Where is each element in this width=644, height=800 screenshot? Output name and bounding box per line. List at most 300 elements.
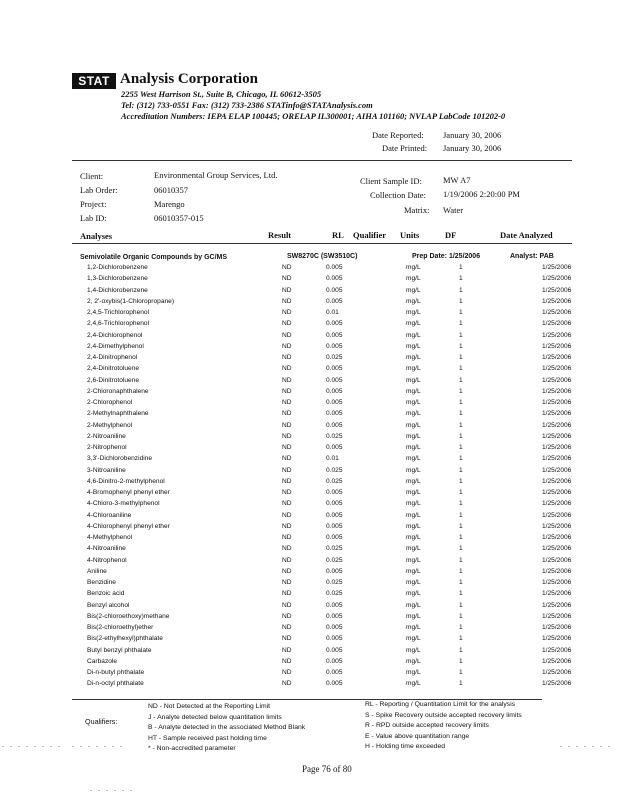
date-analyzed: 1/25/2006 xyxy=(542,669,572,676)
lab-id-label: Lab ID: xyxy=(80,213,107,223)
units-value: mg/L xyxy=(406,489,421,496)
table-row xyxy=(72,343,572,354)
table-row xyxy=(72,613,572,624)
units-value: mg/L xyxy=(406,331,421,339)
reporting-limit: 0.005 xyxy=(326,500,343,508)
units-value: mg/L xyxy=(406,612,421,620)
date-analyzed: 1/25/2006 xyxy=(542,567,572,575)
result-value: ND xyxy=(282,387,292,395)
result-value: ND xyxy=(282,264,292,271)
table-row xyxy=(72,489,572,500)
reporting-limit: 0.025 xyxy=(326,477,343,485)
table-row xyxy=(72,399,572,410)
reporting-limit: 0.005 xyxy=(326,534,343,541)
dilution-factor: 1 xyxy=(459,410,463,418)
dilution-factor: 1 xyxy=(459,365,463,373)
date-analyzed: 1/25/2006 xyxy=(542,286,572,294)
units-value: mg/L xyxy=(406,545,421,553)
dilution-factor: 1 xyxy=(459,286,463,294)
result-value: ND xyxy=(282,444,292,451)
result-value: ND xyxy=(282,500,292,508)
table-row xyxy=(72,602,572,613)
result-value: ND xyxy=(282,601,292,609)
table-row xyxy=(72,332,572,343)
date-analyzed: 1/25/2006 xyxy=(542,275,572,283)
analyte-name: 4-Nitrophenol xyxy=(87,556,127,564)
units-value: mg/L xyxy=(406,410,421,418)
reporting-limit: 0.005 xyxy=(326,331,343,339)
reporting-limit: 0.025 xyxy=(326,556,343,564)
result-value: ND xyxy=(282,522,292,530)
table-row xyxy=(72,365,572,376)
dilution-factor: 1 xyxy=(459,444,463,451)
table-row xyxy=(72,669,572,680)
units-value: mg/L xyxy=(406,264,421,271)
reporting-limit: 0.005 xyxy=(326,264,343,271)
date-analyzed: 1/25/2006 xyxy=(542,444,572,451)
date-reported-value: January 30, 2006 xyxy=(443,130,502,140)
table-row xyxy=(72,579,572,590)
table-row xyxy=(72,354,572,365)
date-analyzed: 1/25/2006 xyxy=(542,612,572,620)
dilution-factor: 1 xyxy=(459,534,463,541)
analyte-name: 2,4-Dimethylphenol xyxy=(87,342,144,350)
section-prep-date: Prep Date: 1/25/2006 xyxy=(412,253,481,260)
dilution-factor: 1 xyxy=(459,556,463,564)
reporting-limit: 0.005 xyxy=(326,635,343,643)
analyte-name: 3,3'-Dichlorobenzidine xyxy=(87,455,153,463)
table-row xyxy=(72,635,572,646)
reporting-limit: 0.005 xyxy=(326,410,343,418)
dilution-factor: 1 xyxy=(459,669,463,676)
section-method: SW8270C (SW3510C) xyxy=(287,253,358,260)
analyte-name: 2,6-Dinitrotoluene xyxy=(87,376,140,384)
reporting-limit: 0.01 xyxy=(326,309,339,316)
result-value: ND xyxy=(282,590,292,598)
result-value: ND xyxy=(282,432,292,440)
dilution-factor: 1 xyxy=(459,511,463,519)
result-value: ND xyxy=(282,410,292,418)
reporting-limit: 0.025 xyxy=(326,466,343,474)
result-value: ND xyxy=(282,612,292,620)
result-value: ND xyxy=(282,466,292,474)
table-row xyxy=(72,377,572,388)
result-value: ND xyxy=(282,421,292,429)
result-value: ND xyxy=(282,455,292,463)
units-value: mg/L xyxy=(406,275,421,283)
reporting-limit: 0.005 xyxy=(326,680,343,688)
date-analyzed: 1/25/2006 xyxy=(542,297,572,305)
analyte-name: 2,4,5-Trichlorophenol xyxy=(87,309,150,316)
dilution-factor: 1 xyxy=(459,612,463,620)
units-value: mg/L xyxy=(406,511,421,519)
analyte-name: 4-Chloro-3-methylphenol xyxy=(87,500,160,508)
analyte-name: Butyl benzyl phthalate xyxy=(87,646,152,654)
table-row xyxy=(72,534,572,545)
date-analyzed: 1/25/2006 xyxy=(542,421,572,429)
scan-artifact: . . . . . . . xyxy=(72,740,124,749)
qualifier-note: B - Analyte detected in the associated Method Blank xyxy=(148,724,306,731)
analyte-name: 2-Methylnaphthalene xyxy=(87,410,149,418)
analyte-name: 4-Methylphenol xyxy=(87,534,133,541)
reporting-limit: 0.005 xyxy=(326,320,343,328)
dilution-factor: 1 xyxy=(459,522,463,530)
analyte-name: 1,2-Dichlorobenzene xyxy=(87,264,148,271)
table-row xyxy=(72,444,572,455)
units-value: mg/L xyxy=(406,556,421,564)
dilution-factor: 1 xyxy=(459,646,463,654)
dilution-factor: 1 xyxy=(459,624,463,631)
reporting-limit: 0.005 xyxy=(326,275,343,283)
table-row xyxy=(72,275,572,286)
table-row xyxy=(72,264,572,275)
date-analyzed: 1/25/2006 xyxy=(542,342,572,350)
dilution-factor: 1 xyxy=(459,477,463,485)
analyte-name: 1,3-Dichlorobenzene xyxy=(87,275,148,283)
analyte-name: 2-Methylphenol xyxy=(87,421,133,429)
reporting-limit: 0.005 xyxy=(326,522,343,530)
section-analyst: Analyst: PAB xyxy=(510,253,554,260)
result-value: ND xyxy=(282,354,292,361)
units-value: mg/L xyxy=(406,286,421,294)
analyte-name: Benzyl alcohol xyxy=(87,601,130,609)
date-analyzed: 1/25/2006 xyxy=(542,556,572,564)
qualifier-note: ND - Not Detected at the Reporting Limit xyxy=(148,703,271,710)
qualifier-note: H - Holding time exceeded xyxy=(365,743,446,750)
date-analyzed: 1/25/2006 xyxy=(542,579,572,586)
units-value: mg/L xyxy=(406,309,421,316)
units-value: mg/L xyxy=(406,376,421,384)
dilution-factor: 1 xyxy=(459,455,463,463)
units-value: mg/L xyxy=(406,534,421,541)
date-analyzed: 1/25/2006 xyxy=(542,264,572,271)
result-value: ND xyxy=(282,489,292,496)
units-value: mg/L xyxy=(406,320,421,328)
analyte-name: 2,4-Dichlorophenol xyxy=(87,331,143,339)
reporting-limit: 0.005 xyxy=(326,399,343,406)
reporting-limit: 0.005 xyxy=(326,387,343,395)
reporting-limit: 0.005 xyxy=(326,657,343,665)
date-analyzed: 1/25/2006 xyxy=(542,376,572,384)
matrix-label: Matrix: xyxy=(404,205,430,215)
scan-artifact: . . . . . . xyxy=(90,784,134,793)
date-analyzed: 1/25/2006 xyxy=(542,680,572,688)
reporting-limit: 0.005 xyxy=(326,421,343,429)
date-analyzed: 1/25/2006 xyxy=(542,489,572,496)
table-row xyxy=(72,467,572,478)
dilution-factor: 1 xyxy=(459,500,463,508)
dilution-factor: 1 xyxy=(459,275,463,283)
table-row xyxy=(72,680,572,691)
date-analyzed: 1/25/2006 xyxy=(542,387,572,395)
table-row xyxy=(72,433,572,444)
units-value: mg/L xyxy=(406,297,421,305)
result-value: ND xyxy=(282,309,292,316)
result-value: ND xyxy=(282,342,292,350)
project-label: Project: xyxy=(80,199,107,209)
dilution-factor: 1 xyxy=(459,432,463,440)
reporting-limit: 0.005 xyxy=(326,286,343,294)
table-row xyxy=(72,500,572,511)
lab-id-value: 06010357-015 xyxy=(154,213,204,223)
date-analyzed: 1/25/2006 xyxy=(542,399,572,406)
date-analyzed: 1/25/2006 xyxy=(542,601,572,609)
units-value: mg/L xyxy=(406,500,421,508)
column-header-date-analyzed: Date Analyzed xyxy=(500,230,553,240)
date-analyzed: 1/25/2006 xyxy=(542,320,572,328)
analyte-name: 2-Nitroaniline xyxy=(87,432,126,440)
scan-artifact: . . . . . . . xyxy=(560,740,612,749)
client-sample-id-value: MW A7 xyxy=(443,175,471,185)
dilution-factor: 1 xyxy=(459,399,463,406)
column-header-result: Result xyxy=(268,230,292,240)
dilution-factor: 1 xyxy=(459,387,463,395)
page-number: Page 76 of 80 xyxy=(302,764,352,774)
analyte-name: Carbazole xyxy=(87,657,118,665)
qualifier-note: * - Non-accredited parameter xyxy=(148,745,236,752)
dilution-factor: 1 xyxy=(459,635,463,643)
date-analyzed: 1/25/2006 xyxy=(542,624,572,631)
reporting-limit: 0.005 xyxy=(326,342,343,350)
analyte-name: Di-n-butyl phthalate xyxy=(87,669,145,676)
lab-order-label: Lab Order: xyxy=(80,185,118,195)
units-value: mg/L xyxy=(406,657,421,665)
dilution-factor: 1 xyxy=(459,376,463,384)
units-value: mg/L xyxy=(406,466,421,474)
analyte-name: Di-n-octyl phthalate xyxy=(87,680,144,688)
result-value: ND xyxy=(282,365,292,373)
reporting-limit: 0.005 xyxy=(326,444,343,451)
date-analyzed: 1/25/2006 xyxy=(542,354,572,361)
scan-artifact: . . . . . . . . xyxy=(2,740,62,749)
dilution-factor: 1 xyxy=(459,601,463,609)
qualifier-note: E - Value above quantitation range xyxy=(365,732,470,740)
client-value: Environmental Group Services, Ltd. xyxy=(154,170,278,180)
analyte-name: 2-Chlorophenol xyxy=(87,399,133,406)
date-analyzed: 1/25/2006 xyxy=(542,466,572,474)
qualifier-note: R - RPD outside accepted recovery limits xyxy=(365,722,489,729)
units-value: mg/L xyxy=(406,590,421,598)
client-label: Client: xyxy=(80,171,104,181)
units-value: mg/L xyxy=(406,601,421,609)
column-header-rl: RL xyxy=(332,230,344,240)
analyte-name: 4-Bromophenyl phenyl ether xyxy=(87,489,170,496)
table-row xyxy=(72,557,572,568)
date-analyzed: 1/25/2006 xyxy=(542,635,572,643)
units-value: mg/L xyxy=(406,455,421,463)
analyte-name: 2, 2'-oxybis(1-Chloropropane) xyxy=(87,297,175,305)
reporting-limit: 0.025 xyxy=(326,545,343,553)
analyte-name: 2,4-Dinitrophenol xyxy=(87,354,138,361)
dilution-factor: 1 xyxy=(459,354,463,361)
company-logo: STAT xyxy=(72,73,116,89)
units-value: mg/L xyxy=(406,646,421,654)
dilution-factor: 1 xyxy=(459,309,463,316)
date-analyzed: 1/25/2006 xyxy=(542,410,572,418)
date-analyzed: 1/25/2006 xyxy=(542,657,572,665)
column-header-units: Units xyxy=(400,230,420,240)
result-value: ND xyxy=(282,376,292,384)
date-analyzed: 1/25/2006 xyxy=(542,590,572,598)
qualifiers-label: Qualifiers: xyxy=(85,717,118,726)
column-header-analyses: Analyses xyxy=(80,231,113,241)
qualifier-note: S - Spike Recovery outside accepted recovery limits xyxy=(365,711,522,719)
analyte-name: 2,4-Dinitrotoluene xyxy=(87,365,140,373)
result-value: ND xyxy=(282,331,292,339)
units-value: mg/L xyxy=(406,444,421,451)
divider xyxy=(72,243,572,244)
collection-date-label: Collection Date: xyxy=(370,190,426,200)
result-value: ND xyxy=(282,567,292,575)
result-value: ND xyxy=(282,297,292,305)
result-value: ND xyxy=(282,275,292,283)
table-row xyxy=(72,512,572,523)
analyte-name: 4-Nitroaniline xyxy=(87,545,126,553)
reporting-limit: 0.005 xyxy=(326,624,343,631)
divider xyxy=(72,160,572,161)
units-value: mg/L xyxy=(406,567,421,575)
analyte-name: 4-Chlorophenyl phenyl ether xyxy=(87,522,170,530)
reporting-limit: 0.005 xyxy=(326,567,343,575)
units-value: mg/L xyxy=(406,387,421,395)
date-reported-label: Date Reported: xyxy=(372,130,424,140)
date-printed-label: Date Printed: xyxy=(382,143,428,153)
dilution-factor: 1 xyxy=(459,680,463,688)
reporting-limit: 0.025 xyxy=(326,354,343,361)
dilution-factor: 1 xyxy=(459,590,463,598)
column-header-df: DF xyxy=(445,230,457,240)
reporting-limit: 0.005 xyxy=(326,612,343,620)
table-row xyxy=(72,455,572,466)
company-contact: Tel: (312) 733-0551 Fax: (312) 733-2386 STATinfo@STATAnalysis.com xyxy=(121,100,373,110)
analyte-name: 2-Nitrophenol xyxy=(87,444,127,451)
dilution-factor: 1 xyxy=(459,297,463,305)
lab-order-value: 06010357 xyxy=(154,185,188,195)
units-value: mg/L xyxy=(406,477,421,485)
qualifier-note: J - Analyte detected below quantitation limits xyxy=(148,713,282,721)
company-name: Analysis Corporation xyxy=(120,71,258,87)
units-value: mg/L xyxy=(406,432,421,440)
reporting-limit: 0.005 xyxy=(326,669,343,676)
table-row xyxy=(72,624,572,635)
reporting-limit: 0.025 xyxy=(326,579,343,586)
analyte-name: 1,4-Dichlorobenzene xyxy=(87,286,148,294)
units-value: mg/L xyxy=(406,342,421,350)
date-analyzed: 1/25/2006 xyxy=(542,534,572,541)
reporting-limit: 0.005 xyxy=(326,511,343,519)
collection-date-value: 1/19/2006 2:20:00 PM xyxy=(443,189,520,199)
reporting-limit: 0.005 xyxy=(326,365,343,373)
analyte-name: Benzidine xyxy=(87,579,116,586)
result-value: ND xyxy=(282,680,292,688)
dilution-factor: 1 xyxy=(459,421,463,429)
date-analyzed: 1/25/2006 xyxy=(542,455,572,463)
units-value: mg/L xyxy=(406,624,421,631)
units-value: mg/L xyxy=(406,680,421,688)
date-analyzed: 1/25/2006 xyxy=(542,646,572,654)
dilution-factor: 1 xyxy=(459,567,463,575)
dilution-factor: 1 xyxy=(459,579,463,586)
result-value: ND xyxy=(282,545,292,553)
dilution-factor: 1 xyxy=(459,331,463,339)
analyte-name: Benzoic acid xyxy=(87,590,125,598)
dilution-factor: 1 xyxy=(459,489,463,496)
date-printed-value: January 30, 2006 xyxy=(443,143,502,153)
table-row xyxy=(72,647,572,658)
result-value: ND xyxy=(282,320,292,328)
date-analyzed: 1/25/2006 xyxy=(542,432,572,440)
table-row xyxy=(72,287,572,298)
result-value: ND xyxy=(282,511,292,519)
dilution-factor: 1 xyxy=(459,657,463,665)
date-analyzed: 1/25/2006 xyxy=(542,545,572,553)
analyte-name: Bis(2-chloroethyl)ether xyxy=(87,624,154,631)
result-value: ND xyxy=(282,624,292,631)
table-row xyxy=(72,523,572,534)
result-value: ND xyxy=(282,646,292,654)
result-value: ND xyxy=(282,657,292,665)
dilution-factor: 1 xyxy=(459,466,463,474)
table-row xyxy=(72,422,572,433)
date-analyzed: 1/25/2006 xyxy=(542,500,572,508)
result-value: ND xyxy=(282,286,292,294)
result-value: ND xyxy=(282,399,292,406)
table-row xyxy=(72,568,572,579)
result-value: ND xyxy=(282,669,292,676)
analyte-name: 2-Chloronaphthalene xyxy=(87,387,149,395)
units-value: mg/L xyxy=(406,354,421,361)
reporting-limit: 0.005 xyxy=(326,646,343,654)
analyte-name: Aniline xyxy=(87,567,107,575)
column-header-qualifier: Qualifier xyxy=(353,230,387,240)
reporting-limit: 0.005 xyxy=(326,489,343,496)
client-sample-id-label: Client Sample ID: xyxy=(360,176,422,186)
table-row xyxy=(72,590,572,601)
units-value: mg/L xyxy=(406,635,421,643)
table-row xyxy=(72,388,572,399)
result-value: ND xyxy=(282,477,292,485)
accreditation-numbers: Accreditation Numbers: IEPA ELAP 100445; ORELAP IL300001; AIHA 101160; NVLAP LabCode 101202-0 xyxy=(121,111,506,121)
dilution-factor: 1 xyxy=(459,264,463,271)
company-address: 2255 West Harrison St., Suite B, Chicago, IL 60612-3505 xyxy=(121,89,322,99)
table-row xyxy=(72,545,572,556)
section-title: Semivolatile Organic Compounds by GC/MS xyxy=(80,254,228,261)
table-row xyxy=(72,410,572,421)
table-row xyxy=(72,658,572,669)
units-value: mg/L xyxy=(406,421,421,429)
table-row xyxy=(72,298,572,309)
date-analyzed: 1/25/2006 xyxy=(542,522,572,530)
dilution-factor: 1 xyxy=(459,320,463,328)
units-value: mg/L xyxy=(406,399,421,406)
reporting-limit: 0.025 xyxy=(326,432,343,440)
reporting-limit: 0.01 xyxy=(326,455,339,463)
table-row xyxy=(72,309,572,320)
analyte-name: Bis(2-chloroethoxy)methane xyxy=(87,612,170,620)
analyte-name: 4-Chloroaniline xyxy=(87,511,132,519)
analyte-name: 3-Nitroaniline xyxy=(87,466,126,474)
dilution-factor: 1 xyxy=(459,545,463,553)
result-value: ND xyxy=(282,635,292,643)
reporting-limit: 0.005 xyxy=(326,376,343,384)
reporting-limit: 0.025 xyxy=(326,590,343,598)
qualifier-note: HT - Sample received past holding time xyxy=(148,734,267,742)
analyte-name: Bis(2-ethylhexyl)phthalate xyxy=(87,635,163,643)
divider xyxy=(72,699,542,700)
date-analyzed: 1/25/2006 xyxy=(542,477,572,485)
dilution-factor: 1 xyxy=(459,342,463,350)
units-value: mg/L xyxy=(406,579,421,586)
